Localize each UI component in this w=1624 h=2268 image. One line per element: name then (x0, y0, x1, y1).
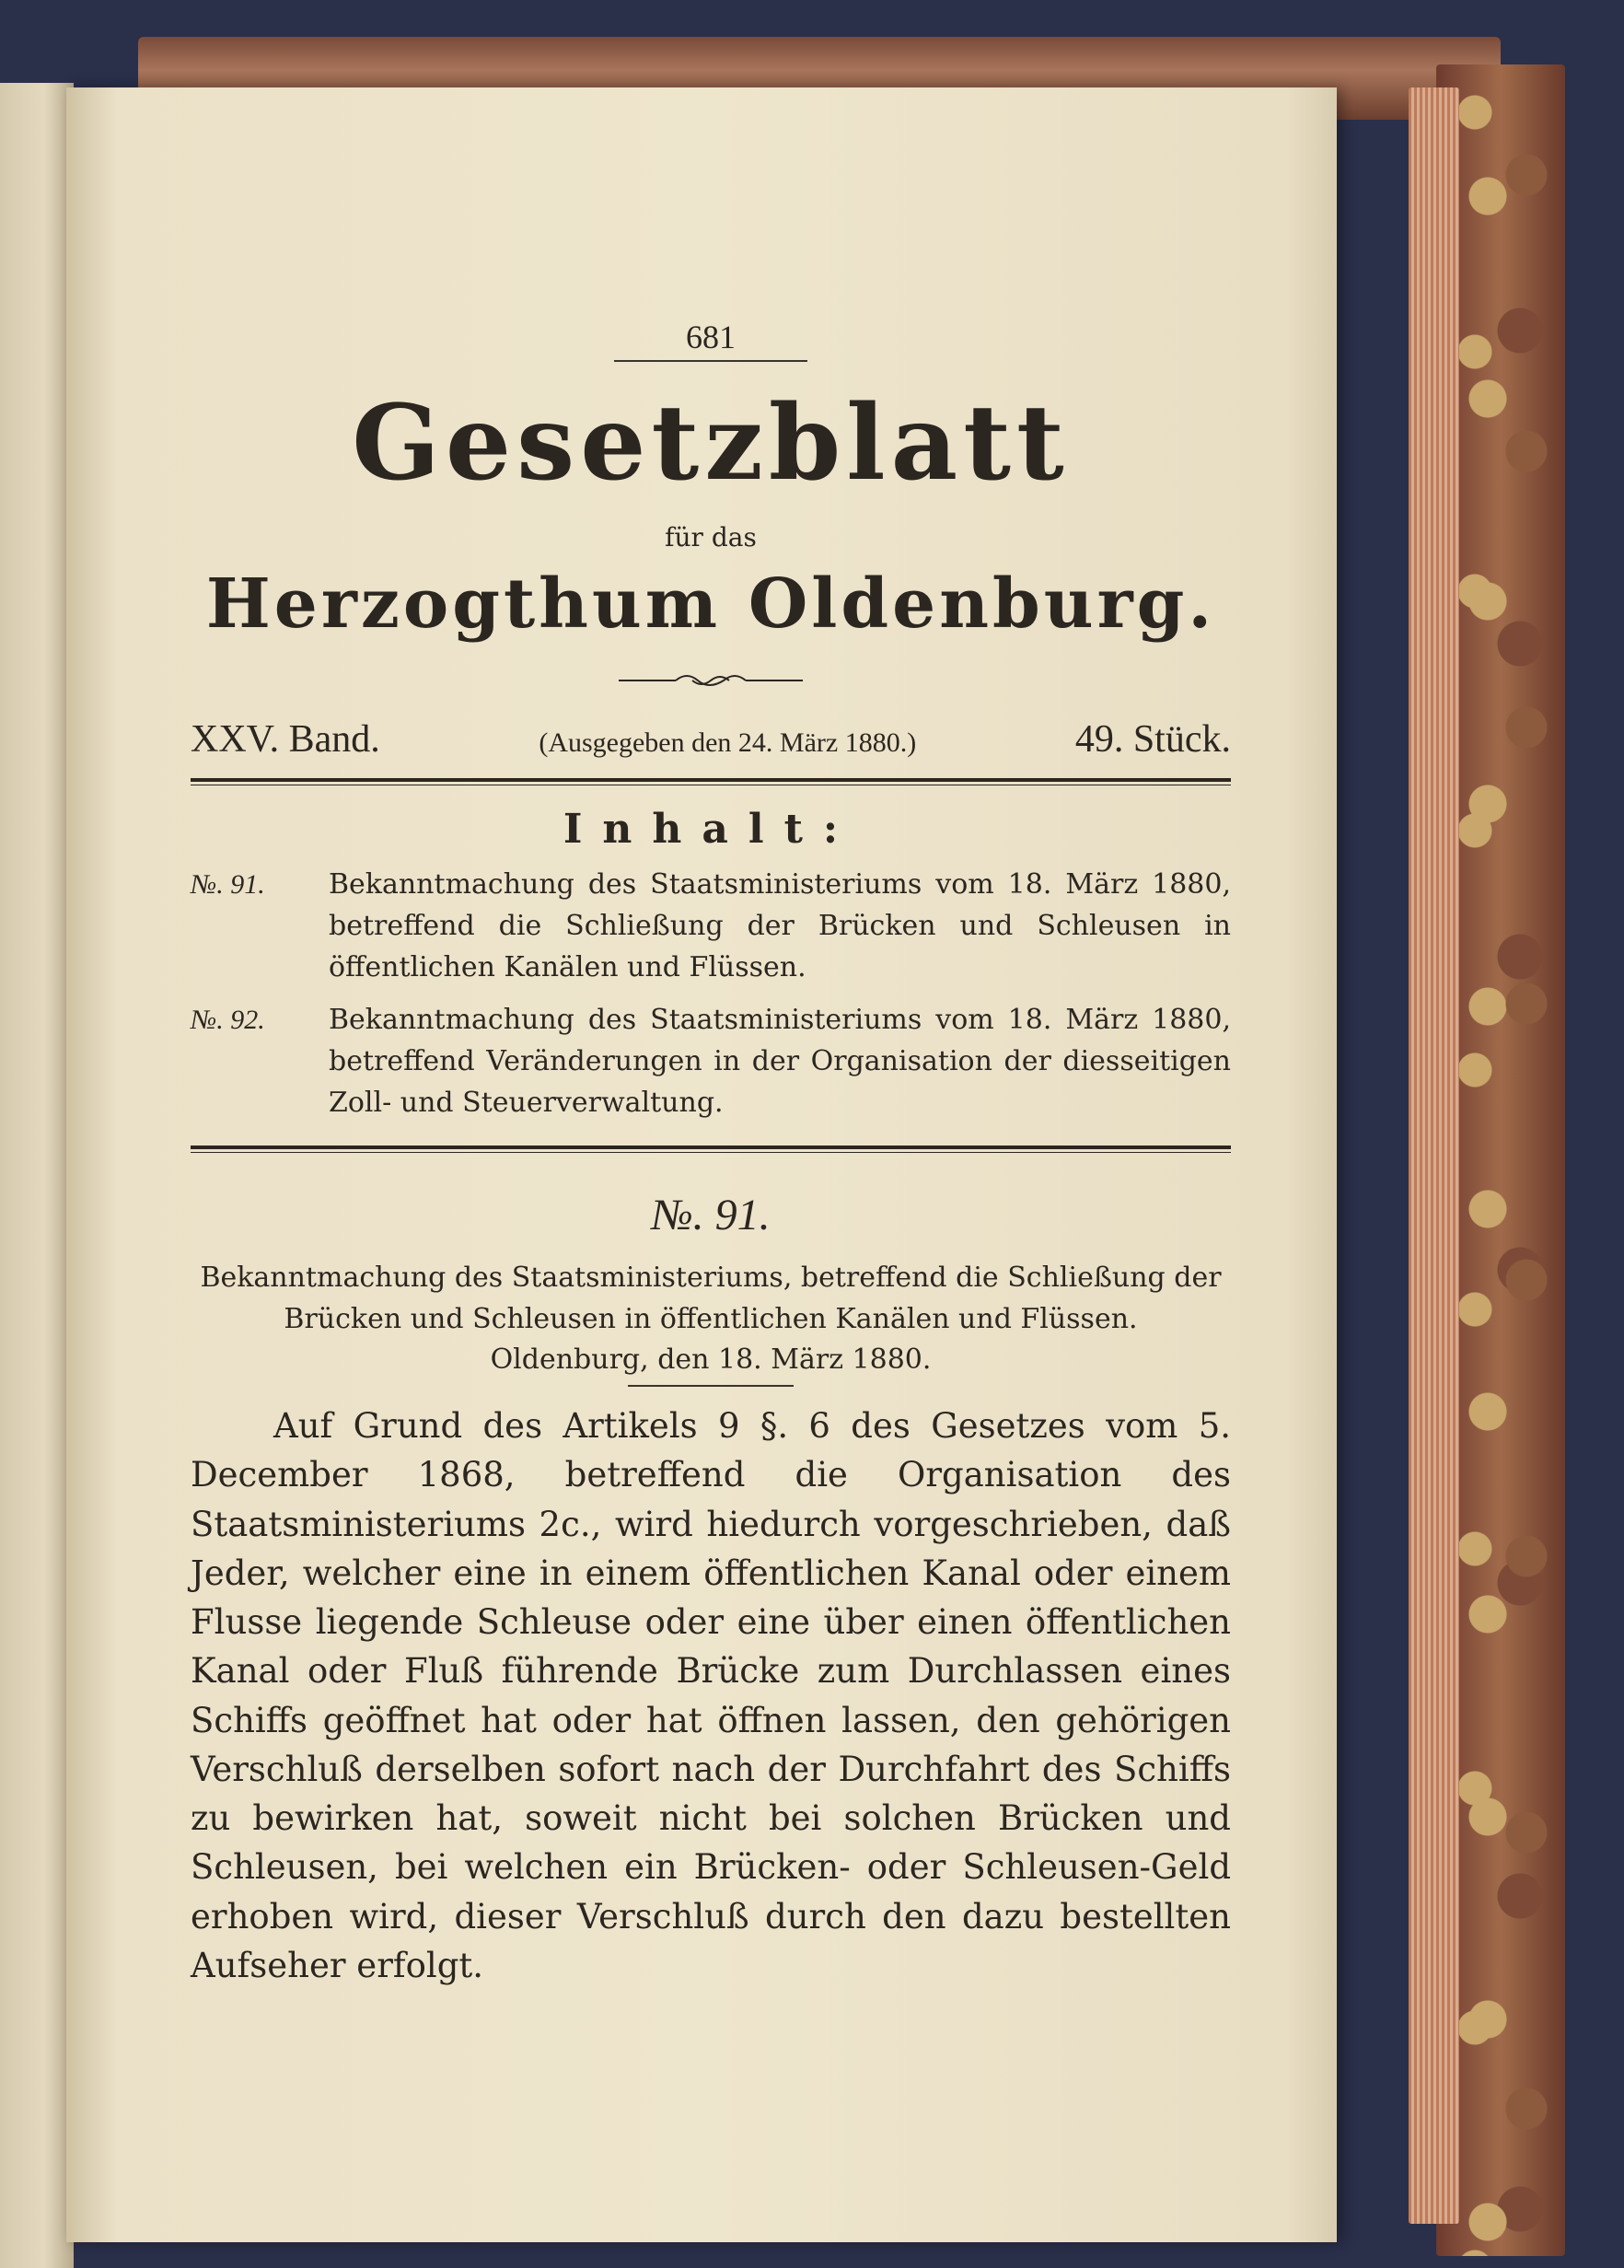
page-edges (1409, 87, 1459, 2224)
contents-heading: Inhalt: (563, 805, 859, 853)
dateline: Oldenburg, den 18. März 1880. (490, 1343, 932, 1376)
document-page (66, 87, 1337, 2242)
page-number: 681 (614, 318, 807, 362)
page-content (191, 318, 1231, 1990)
contents-entry-text: Bekanntmachung des Staatsministeriums vom 18. März 1880, betreffend die Schließung der Brücken und Schleusen in öffentlichen Kanälen und Flüssen. (329, 867, 1231, 983)
dateline-rule (628, 1385, 794, 1387)
contents-entry-number: №. 92. (191, 1004, 265, 1035)
body-paragraph: Auf Grund des Artikels 9 §. 6 des Gesetzes vom 5. December 1868, betreffend die Organisation des Staatsministeriums 2c., wird hiedurch vorgeschrieben, daß Jeder, welcher eine in einem öffentlichen Kanal oder einem Flusse liegende Schleuse oder eine über einen öffentlichen Kanal oder Fluß führende Brücke zum Durchlassen eines Schiffs geöffnet hat oder hat öffnen lassen, den gehörigen Verschluß derselben sofort nach der Durchfahrt des Schiffs zu bewirken hat, soweit nicht bei solchen Brücken und Schleusen, bei welchen ein Brücken- oder Schleusen-Geld erhoben wird, dieser Verschluß durch den dazu bestellten Aufseher erfolgt. (191, 1405, 1231, 1985)
volume: XXV. Band. (191, 717, 380, 761)
subtitle-small: für das (665, 521, 757, 552)
contents-entry (191, 999, 1231, 1123)
section-number: №. 91. (651, 1190, 771, 1239)
left-page-edge (0, 83, 74, 2268)
issue-number: 49. Stück. (1074, 717, 1231, 761)
contents-entry-text: Bekanntmachung des Staatsministeriums vom 18. März 1880, betreffend Veränderungen in der Organisation der diesseitigen Zoll- und Steuerverwaltung. (329, 1003, 1231, 1119)
contents-entry-number: №. 91. (191, 868, 265, 900)
section-heading: Bekanntmachung des Staatsministeriums, betreffend die Schließung der Brücken und Schleusen in öffentlichen Kanälen und Flüssen. (200, 1261, 1222, 1335)
ornament-divider (619, 669, 803, 692)
publication-title: Gesetzblatt (352, 383, 1070, 504)
issue-date: (Ausgegeben den 24. März 1880.) (539, 727, 917, 758)
publication-subtitle: Herzogthum Oldenburg. (205, 564, 1216, 644)
issue-line (191, 717, 1231, 762)
contents-entry (191, 864, 1231, 988)
divider-rule (191, 1146, 1231, 1153)
divider-rule (191, 778, 1231, 785)
